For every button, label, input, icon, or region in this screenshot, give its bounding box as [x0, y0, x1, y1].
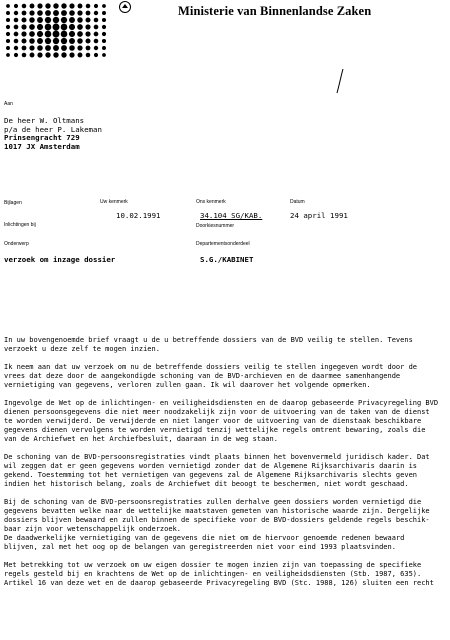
logo-dot [45, 31, 52, 38]
paragraph: In uw bovengenoemde brief vraagt u de u betreffende dossiers van de BVD veilig te stellen. Tevens verzoekt u deze zelf te mogen inzien. [4, 336, 413, 353]
logo-dot [29, 24, 35, 30]
logo-dot [37, 10, 43, 16]
logo-dot [37, 38, 43, 44]
logo-dot [6, 32, 10, 36]
logo-dot [77, 38, 83, 44]
crest-icon [118, 0, 132, 14]
logo-dot [6, 39, 10, 43]
logo-dot [53, 31, 60, 38]
logo-dot [14, 11, 18, 15]
logo-dot [37, 3, 42, 8]
address-line: Prinsengracht 729 [4, 133, 80, 143]
logo-dot [102, 11, 106, 15]
logo-dot [53, 45, 59, 51]
logo-dot [61, 45, 67, 51]
ministry-title: Ministerie van Binnenlandse Zaken [178, 4, 372, 18]
logo-dot [85, 38, 90, 43]
logo-dot [29, 45, 34, 50]
logo-dot [69, 24, 75, 30]
address-line: 1017 JX Amsterdam [4, 141, 80, 151]
logo-dot [53, 52, 58, 57]
logo-dot [77, 24, 83, 30]
onderwerp-value: verzoek om inzage dossier [4, 255, 116, 264]
logo-dot [45, 52, 50, 57]
paragraph: Ingevolge de Wet op de inlichtingen- en veiligheidsdiensten en de daarop gebaseerde Privacyregeling BVD dienen persoonsgegevens die niet meer noodzakelijk zijn voor de uitvoering van de taken van de dienst te worden verwijderd. De verwijderde en niet langer voor de uitvoering van de dienstaak beschikbare gegevens dienen vervolgens te worden vernietigd tenzij wettelijke regels omtrent bewaring, zoals die van de Archiefwet en het Archiefbesluit, daaraan in de weg staan. [4, 399, 439, 443]
logo-dot [37, 52, 42, 57]
logo-dot [29, 17, 35, 23]
logo-dot [6, 18, 10, 22]
logo-dot [78, 53, 83, 58]
handwritten-mark [334, 68, 346, 94]
logo-dot [45, 38, 51, 44]
logo-dot [21, 31, 26, 36]
address-block [4, 117, 102, 151]
ministry-logo [4, 2, 108, 60]
logo-dot [45, 17, 51, 23]
logo-dot [69, 52, 74, 57]
logo-dot [77, 31, 83, 37]
logo-dot [14, 32, 19, 37]
paragraph: De schoning van de BVD-persoonsregistraties vindt plaats binnen het bovenvermeld juridisch kader. Dat wil zeggen dat er geen gegevens worden vernietigd zonder dat de Algemene Rijksarchivaris daarin is gekend. Toestemming tot het vernietigen van gegevens zal de Algemene Rijksarchivaris slechts geven indien het historisch belang, zoals de Archiefwet dit beoogt te beschermen, niet wordt geschaad. [4, 453, 430, 488]
uw-kenmerk-label: Uw kenmerk [100, 199, 128, 205]
logo-dot [69, 3, 74, 8]
logo-dot [29, 31, 35, 37]
logo-dot [61, 38, 67, 44]
address-line: p/a de heer P. Lakeman [4, 124, 102, 134]
logo-dot [29, 10, 34, 15]
logo-dot [61, 24, 68, 31]
logo-dot [94, 25, 99, 30]
logo-dot [53, 3, 58, 8]
logo-dot [14, 18, 19, 23]
logo-dot [102, 46, 106, 50]
datum-value: 24 april 1991 [290, 211, 348, 220]
logo-dot [6, 46, 10, 50]
logo-dot [30, 53, 35, 58]
logo-dot [61, 31, 68, 38]
doorkiesnummer-label: Doorkiesnummer [196, 223, 235, 229]
logo-dot [53, 24, 60, 31]
logo-dot [86, 11, 91, 16]
logo-dot [45, 10, 51, 16]
departement-value: S.G./KABINET [200, 255, 254, 264]
logo-dot [22, 11, 27, 16]
inlichtingen-label: Inlichtingen bij [4, 222, 36, 228]
logo-dot [85, 31, 90, 36]
logo-dot [94, 39, 99, 44]
logo-dot [61, 10, 67, 16]
logo-dot [94, 18, 99, 23]
logo-dot [37, 24, 43, 30]
bijlagen-label: Bijlagen [4, 200, 22, 206]
logo-dot [102, 53, 106, 57]
logo-dot [94, 32, 99, 37]
logo-dot [6, 25, 10, 29]
logo-dot [86, 4, 91, 9]
logo-dot [102, 18, 106, 22]
address-label: Aan [4, 101, 13, 107]
logo-dot [61, 17, 67, 23]
logo-dot [85, 17, 90, 22]
logo-dot [77, 45, 82, 50]
logo-dot [45, 24, 52, 31]
logo-dot [102, 39, 106, 43]
logo-dot [14, 39, 19, 44]
logo-dot [29, 38, 35, 44]
logo-dot [37, 17, 43, 23]
datum-label: Datum [290, 199, 305, 205]
logo-dot [69, 38, 75, 44]
logo-dot [14, 46, 18, 50]
logo-dot [14, 25, 19, 30]
logo-dot [78, 4, 83, 9]
logo-dot [14, 53, 18, 57]
logo-dot [45, 45, 51, 51]
logo-dot [86, 46, 91, 51]
paragraph: Ik neem aan dat uw verzoek om nu de betreffende dossiers veilig te stellen ingegeven wordt door de vrees dat deze door de aangekondigde schoning van de BVD-archieven en de daarmee samenhangende vernietiging van gegevens, verloren zullen gaan. Ik wil daarover het volgende opmerken. [4, 363, 418, 389]
logo-dot [102, 4, 106, 8]
uw-kenmerk-value: 10.02.1991 [116, 211, 161, 220]
logo-dot [21, 38, 26, 43]
logo-dot [85, 24, 90, 29]
logo-dot [22, 46, 27, 51]
logo-dot [69, 10, 75, 16]
logo-dot [21, 17, 26, 22]
onderwerp-label: Onderwerp [4, 241, 29, 247]
logo-dot [61, 3, 66, 8]
logo-dot [94, 53, 98, 57]
logo-dot [22, 53, 27, 58]
logo-dot [61, 52, 66, 57]
ons-kenmerk-label: Ons kenmerk [196, 199, 226, 205]
logo-dot [53, 10, 59, 16]
logo-dot [77, 17, 83, 23]
logo-dot [69, 31, 75, 37]
ons-kenmerk-value: 34.104 SG/KAB. [200, 211, 263, 220]
letter-body [4, 336, 446, 597]
logo-dot [69, 45, 75, 51]
logo-dot [6, 4, 10, 8]
logo-dot [102, 25, 106, 29]
logo-dot [94, 11, 98, 15]
paragraph: Bij de schoning van de BVD-persoonsregistraties zullen derhalve geen dossiers worden vernietigd die gegevens bevatten welke naar de wettelijke maatstaven gemeten van historische waarde zijn. Dergelijke dossiers blijven bewaard en zullen binnen de specifieke voor de BVD-dossiers geldende regels beschik- baar zijn voor wetenschappelijk onderzoek. De daadwerkelijke vernietiging van de gegevens die niet om de hiervoor genoemde redenen bewaard blijven, zal met het oog op de belangen van geregistreerden niet voor eind 1993 plaatsvinden. [4, 498, 430, 551]
logo-dot [6, 11, 10, 15]
logo-dot [69, 17, 75, 23]
logo-dot [94, 4, 98, 8]
departement-label: Departementsonderdeel [196, 241, 250, 247]
logo-dot [6, 53, 10, 57]
logo-dot [77, 10, 82, 15]
address-line: De heer W. Oltmans [4, 116, 85, 125]
logo-dot [14, 4, 18, 8]
logo-dot [22, 4, 27, 9]
logo-dot [53, 17, 59, 23]
logo-dot [37, 45, 43, 51]
logo-dot [30, 4, 35, 9]
logo-dot [94, 46, 98, 50]
logo-dot [21, 24, 26, 29]
logo-dot [102, 32, 106, 36]
paragraph: Met betrekking tot uw verzoek om uw eigen dossier te mogen inzien zijn van toepassing de specifieke regels gesteld bij en krachtens de Wet op de inlichtingen- en veiligheidsdiensten (Stb. 1987, 635). Artikel 16 van deze wet en de daarop gebaseerde Privacyregeling BVD (Stc. 1988, 126) sluiten een recht [4, 561, 434, 587]
logo-dot [37, 31, 43, 37]
logo-dot [86, 53, 91, 58]
logo-dot [53, 38, 59, 44]
logo-dot [45, 3, 50, 8]
